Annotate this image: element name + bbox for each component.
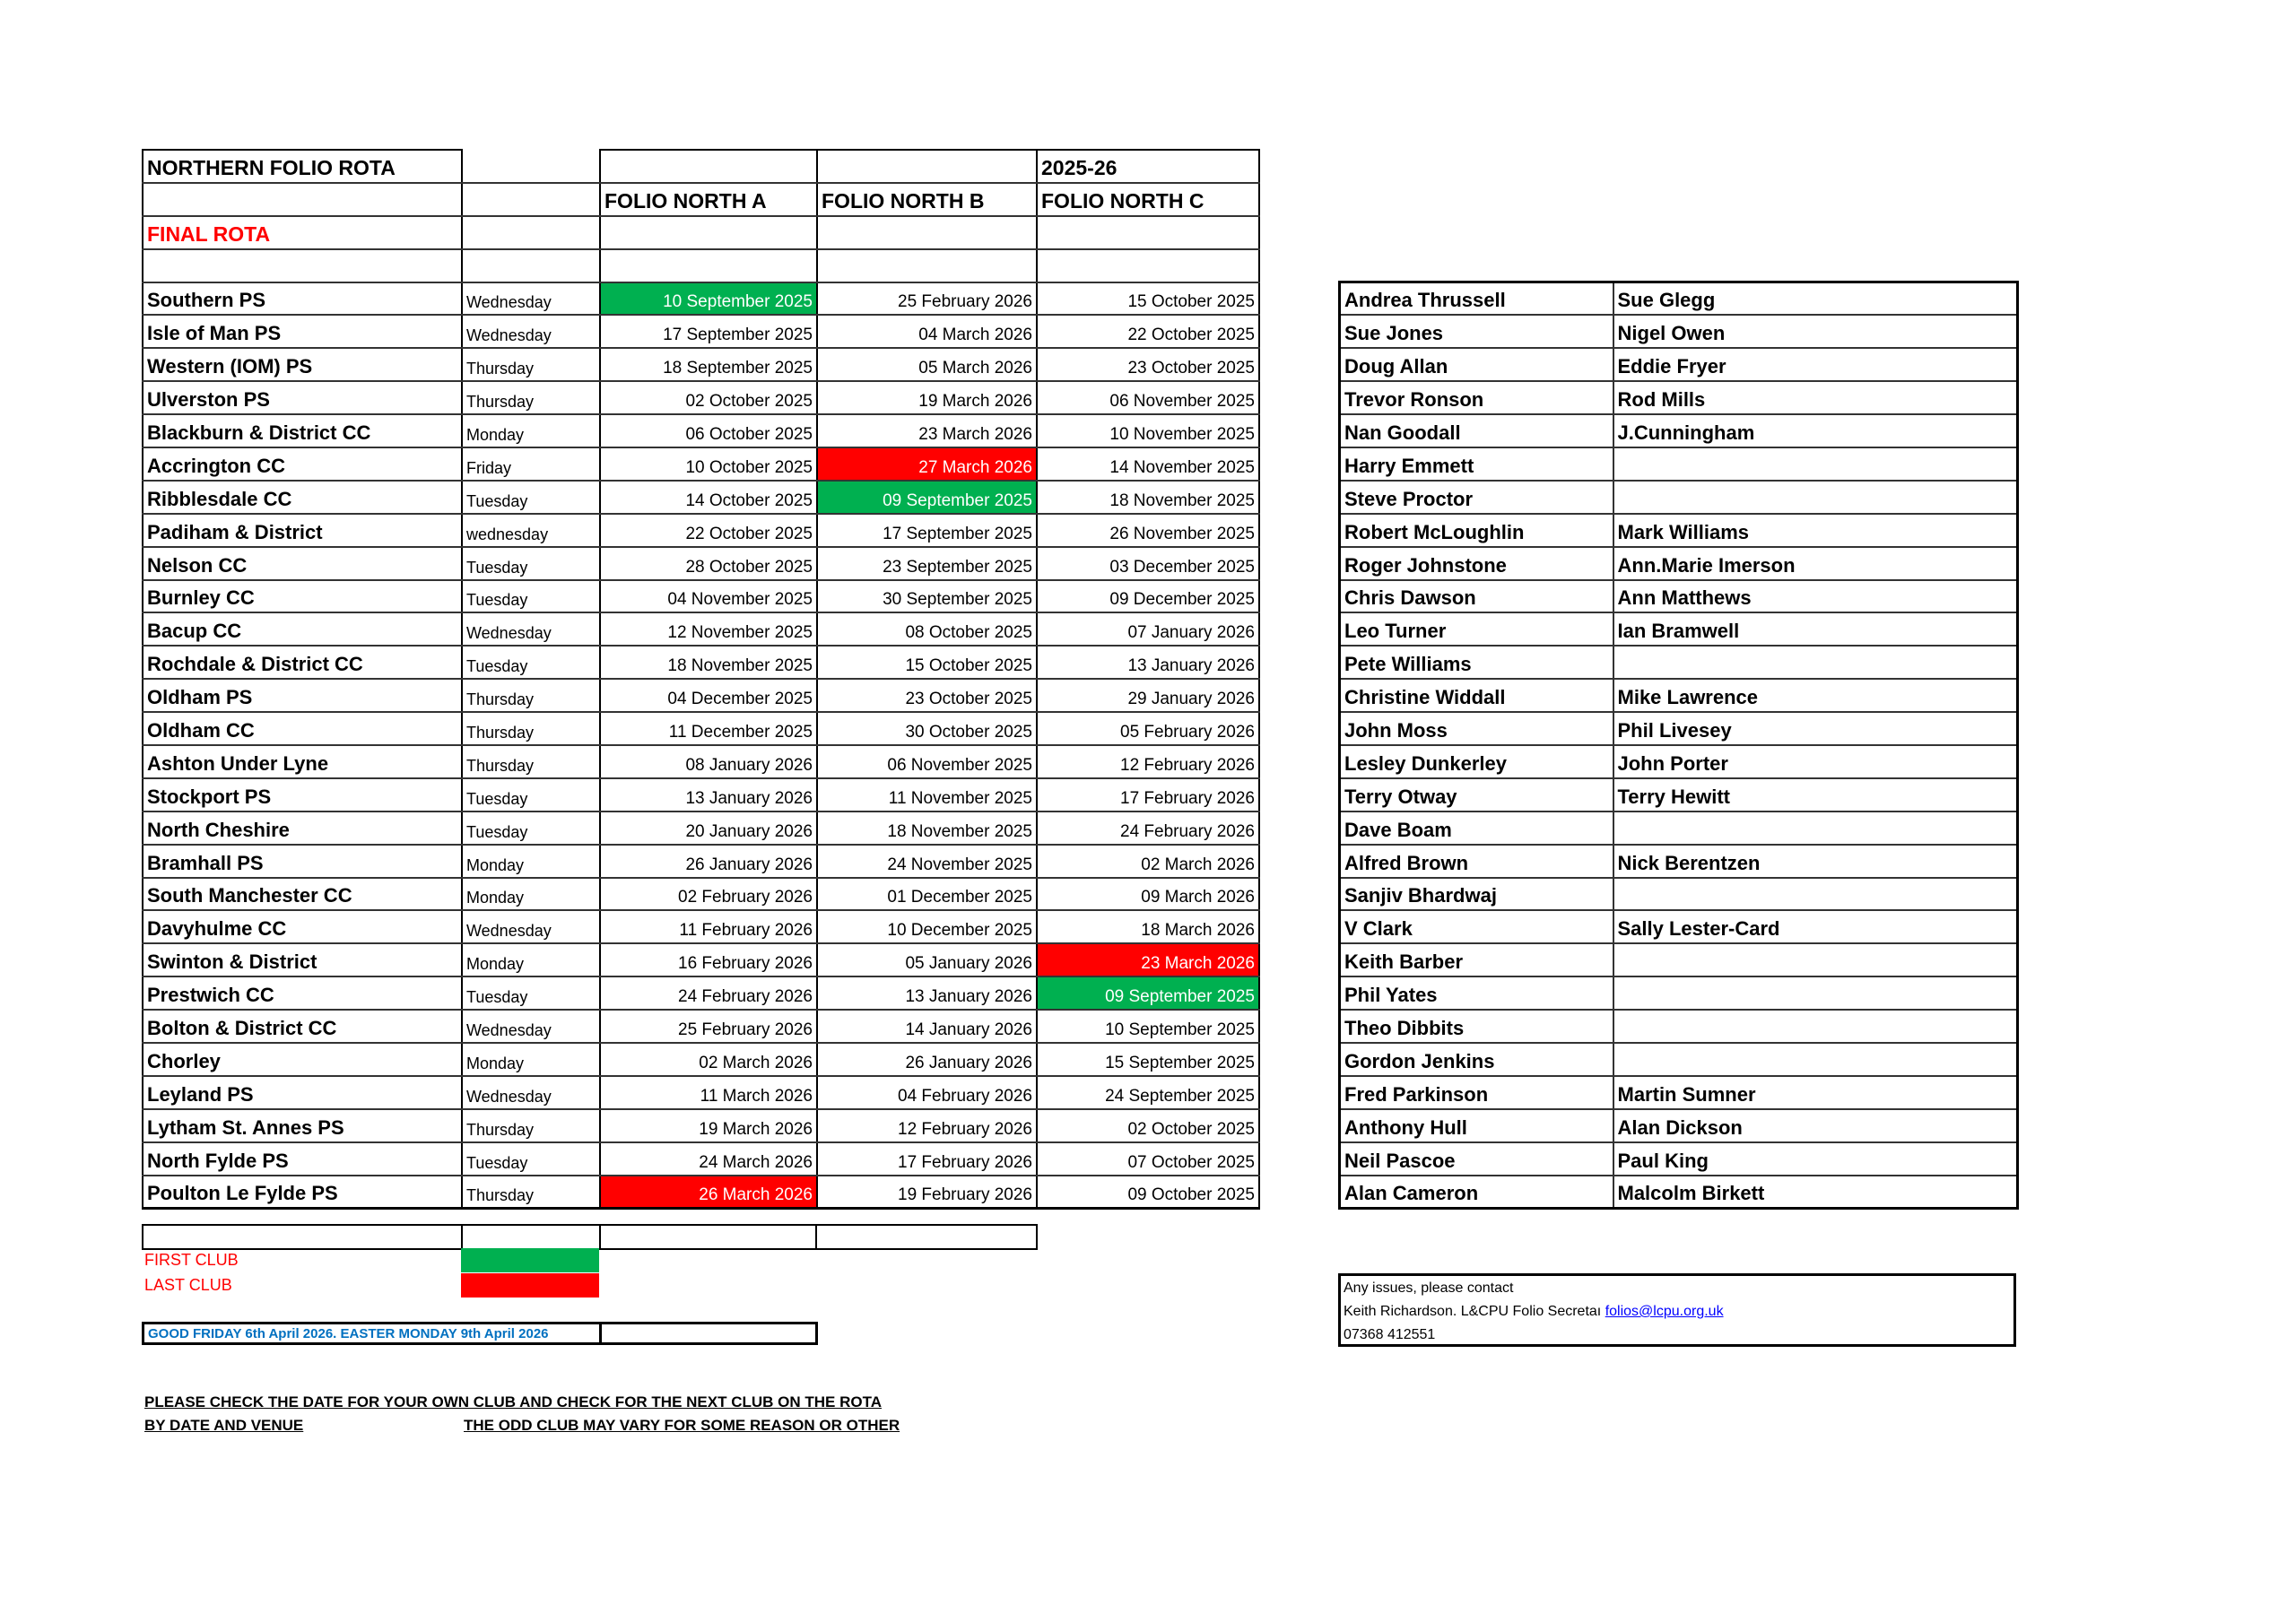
folio-c-date: 24 February 2026 — [1037, 812, 1259, 845]
contact-row — [1340, 1076, 2018, 1109]
folio-b-date: 05 January 2026 — [817, 943, 1037, 976]
contact-row — [1340, 1010, 2018, 1043]
folio-a-date: 04 November 2025 — [600, 580, 817, 613]
meeting-day: Wednesday — [462, 910, 600, 943]
folio-b-date: 11 November 2025 — [817, 778, 1037, 812]
primary-contact: Nan Goodall — [1340, 414, 1613, 447]
secondary-contact: Sue Glegg — [1613, 282, 2018, 316]
easter-note-box — [142, 1322, 818, 1345]
folio-a-date: 24 March 2026 — [600, 1142, 817, 1176]
secondary-contact — [1613, 943, 2018, 976]
secondary-contact — [1613, 1043, 2018, 1076]
contact-row — [1340, 712, 2018, 745]
primary-contact: Andrea Thrussell — [1340, 282, 1613, 316]
club-name: Chorley — [143, 1043, 462, 1076]
empty-cell — [462, 216, 600, 249]
rota-row — [143, 646, 1259, 679]
rota-row — [143, 1076, 1259, 1109]
rota-row — [143, 1010, 1259, 1043]
meeting-day: Monday — [462, 845, 600, 878]
contact-row — [1340, 1043, 2018, 1076]
folio-c-date: 13 January 2026 — [1037, 646, 1259, 679]
contact-row — [1340, 282, 2018, 316]
secondary-contact — [1613, 878, 2018, 911]
primary-contact: Pete Williams — [1340, 646, 1613, 679]
meeting-day: Wednesday — [462, 282, 600, 316]
meeting-day: Monday — [462, 414, 600, 447]
header-row-title — [143, 150, 1259, 183]
empty-cell — [817, 216, 1037, 249]
secondary-contact — [1613, 481, 2018, 514]
contact-row — [1340, 481, 2018, 514]
secondary-contact: Nigel Owen — [1613, 315, 2018, 348]
folio-c-date: 18 March 2026 — [1037, 910, 1259, 943]
rota-table — [142, 149, 1260, 1210]
folio-c-date: 17 February 2026 — [1037, 778, 1259, 812]
club-name: North Fylde PS — [143, 1142, 462, 1176]
meeting-day: Tuesday — [462, 547, 600, 580]
club-name: Nelson CC — [143, 547, 462, 580]
secondary-contact: Nick Berentzen — [1613, 845, 2018, 878]
club-name: Lytham St. Annes PS — [143, 1109, 462, 1142]
folio-b-date: 05 March 2026 — [817, 348, 1037, 381]
contact-name-line — [1344, 1300, 2011, 1324]
meeting-day: Wednesday — [462, 1010, 600, 1043]
secondary-contact: Ian Bramwell — [1613, 612, 2018, 646]
meeting-day: Wednesday — [462, 612, 600, 646]
folio-c-date: 10 November 2025 — [1037, 414, 1259, 447]
primary-contact: Terry Otway — [1340, 778, 1613, 812]
rota-row — [143, 580, 1259, 613]
meeting-day: Monday — [462, 1043, 600, 1076]
folio-b-date: 18 November 2025 — [817, 812, 1037, 845]
meeting-day: Thursday — [462, 348, 600, 381]
empty-cell — [600, 249, 817, 282]
empty-cell — [143, 183, 462, 216]
primary-contact: John Moss — [1340, 712, 1613, 745]
folio-a-date: 28 October 2025 — [600, 547, 817, 580]
club-name: Oldham PS — [143, 679, 462, 712]
club-name: North Cheshire — [143, 812, 462, 845]
note-check-date: PLEASE CHECK THE DATE FOR YOUR OWN CLUB AND CHECK FOR THE NEXT CLUB ON THE ROTA — [144, 1393, 882, 1410]
rota-row — [143, 414, 1259, 447]
rota-row — [143, 282, 1259, 316]
folio-b-date: 14 January 2026 — [817, 1010, 1037, 1043]
folio-b-date: 08 October 2025 — [817, 612, 1037, 646]
meeting-day: Tuesday — [462, 1142, 600, 1176]
folio-a-date: 12 November 2025 — [600, 612, 817, 646]
contact-row — [1340, 414, 2018, 447]
folio-c-date: 23 October 2025 — [1037, 348, 1259, 381]
meeting-day: Thursday — [462, 1176, 600, 1209]
folio-a-date: 24 February 2026 — [600, 976, 817, 1010]
empty-cell — [600, 1225, 816, 1249]
contact-row — [1340, 514, 2018, 547]
rota-row — [143, 712, 1259, 745]
secondary-contact: John Porter — [1613, 745, 2018, 778]
folio-c-date: 14 November 2025 — [1037, 447, 1259, 481]
folio-c-date: 05 February 2026 — [1037, 712, 1259, 745]
club-name: Burnley CC — [143, 580, 462, 613]
folio-b-date: 23 October 2025 — [817, 679, 1037, 712]
folio-a-date: 25 February 2026 — [600, 1010, 817, 1043]
folio-a-date: 22 October 2025 — [600, 514, 817, 547]
note-date-venue: BY DATE AND VENUE — [144, 1417, 304, 1434]
secondary-contact: Phil Livesey — [1613, 712, 2018, 745]
rota-row — [143, 547, 1259, 580]
secondary-contact: Martin Sumner — [1613, 1076, 2018, 1109]
folio-b-date: 23 March 2026 — [817, 414, 1037, 447]
folio-b-date: 30 October 2025 — [817, 712, 1037, 745]
folio-a-date: 18 November 2025 — [600, 646, 817, 679]
primary-contact: Christine Widdall — [1340, 679, 1613, 712]
rota-title: NORTHERN FOLIO ROTA — [143, 150, 462, 183]
club-name: Padiham & District — [143, 514, 462, 547]
folio-a-date: 13 January 2026 — [600, 778, 817, 812]
contact-row — [1340, 1109, 2018, 1142]
folio-c-date: 06 November 2025 — [1037, 381, 1259, 414]
folio-a-date: 11 March 2026 — [600, 1076, 817, 1109]
empty-cell — [600, 216, 817, 249]
folio-b-date: 09 September 2025 — [817, 481, 1037, 514]
folio-c-date: 12 February 2026 — [1037, 745, 1259, 778]
folio-c-date: 09 October 2025 — [1037, 1176, 1259, 1209]
folio-b-date: 30 September 2025 — [817, 580, 1037, 613]
empty-cell — [462, 150, 600, 183]
folio-a-date: 11 December 2025 — [600, 712, 817, 745]
empty-cell — [817, 150, 1037, 183]
primary-contact: Trevor Ronson — [1340, 381, 1613, 414]
secondary-contact: Rod Mills — [1613, 381, 2018, 414]
secondary-contact: Terry Hewitt — [1613, 778, 2018, 812]
contact-row — [1340, 778, 2018, 812]
contact-row — [1340, 845, 2018, 878]
contact-row — [1340, 910, 2018, 943]
folio-b-date: 27 March 2026 — [817, 447, 1037, 481]
secondary-contact: Mike Lawrence — [1613, 679, 2018, 712]
contact-name: Keith Richardson. L&CPU Folio Secretaı — [1344, 1304, 1602, 1319]
empty-cell — [462, 1225, 600, 1249]
folio-a-date: 16 February 2026 — [600, 943, 817, 976]
primary-contact: Anthony Hull — [1340, 1109, 1613, 1142]
primary-contact: Chris Dawson — [1340, 580, 1613, 613]
legend-first-club-label: FIRST CLUB — [144, 1251, 239, 1269]
secondary-contact — [1613, 1010, 2018, 1043]
club-name: Prestwich CC — [143, 976, 462, 1010]
folio-a-date: 14 October 2025 — [600, 481, 817, 514]
folio-c-date: 07 January 2026 — [1037, 612, 1259, 646]
folio-b-date: 10 December 2025 — [817, 910, 1037, 943]
folio-c-date: 02 March 2026 — [1037, 845, 1259, 878]
meeting-day: Monday — [462, 878, 600, 911]
header-row-blank — [143, 249, 1259, 282]
folio-b-date: 23 September 2025 — [817, 547, 1037, 580]
rota-row — [143, 778, 1259, 812]
contact-email-link[interactable]: folios@lcpu.org.uk — [1605, 1304, 1724, 1319]
folio-c-date: 22 October 2025 — [1037, 315, 1259, 348]
primary-contact: Alan Cameron — [1340, 1176, 1613, 1209]
folio-b-date: 25 February 2026 — [817, 282, 1037, 316]
empty-cell — [1037, 249, 1259, 282]
primary-contact: Dave Boam — [1340, 812, 1613, 845]
secondary-contact: Alan Dickson — [1613, 1109, 2018, 1142]
primary-contact: V Clark — [1340, 910, 1613, 943]
contact-row — [1340, 943, 2018, 976]
contact-row — [1340, 348, 2018, 381]
primary-contact: Sanjiv Bhardwaj — [1340, 878, 1613, 911]
meeting-day: Tuesday — [462, 580, 600, 613]
secondary-contact: J.Cunningham — [1613, 414, 2018, 447]
meeting-day: Tuesday — [462, 976, 600, 1010]
contact-row — [1340, 646, 2018, 679]
meeting-day: Wednesday — [462, 315, 600, 348]
primary-contact: Phil Yates — [1340, 976, 1613, 1010]
empty-cell — [1037, 216, 1259, 249]
folio-a-date: 04 December 2025 — [600, 679, 817, 712]
folio-a-date: 26 January 2026 — [600, 845, 817, 878]
empty-cell — [143, 249, 462, 282]
folio-b-date: 04 March 2026 — [817, 315, 1037, 348]
contact-intro: Any issues, please contact — [1344, 1280, 1514, 1296]
contact-row — [1340, 1176, 2018, 1209]
contact-row — [1340, 315, 2018, 348]
secondary-contact: Eddie Fryer — [1613, 348, 2018, 381]
primary-contact: Gordon Jenkins — [1340, 1043, 1613, 1076]
secondary-contact: Mark Williams — [1613, 514, 2018, 547]
meeting-day: Friday — [462, 447, 600, 481]
meeting-day: Tuesday — [462, 646, 600, 679]
folio-b-date: 26 January 2026 — [817, 1043, 1037, 1076]
rota-row — [143, 845, 1259, 878]
rota-row — [143, 514, 1259, 547]
primary-contact: Sue Jones — [1340, 315, 1613, 348]
legend-first-club-swatch — [461, 1248, 599, 1272]
column-header-folio-c: FOLIO NORTH C — [1037, 183, 1259, 216]
folio-b-date: 19 February 2026 — [817, 1176, 1037, 1209]
rota-row — [143, 679, 1259, 712]
folio-c-date: 10 September 2025 — [1037, 1010, 1259, 1043]
empty-cell — [600, 150, 817, 183]
club-name: Isle of Man PS — [143, 315, 462, 348]
primary-contact: Robert McLoughlin — [1340, 514, 1613, 547]
rota-row — [143, 612, 1259, 646]
folio-c-date: 24 September 2025 — [1037, 1076, 1259, 1109]
folio-a-date: 08 January 2026 — [600, 745, 817, 778]
folio-a-date: 06 October 2025 — [600, 414, 817, 447]
meeting-day: Thursday — [462, 381, 600, 414]
club-name: Leyland PS — [143, 1076, 462, 1109]
contact-row — [1340, 447, 2018, 481]
empty-cell — [816, 1225, 1037, 1249]
club-name: Ribblesdale CC — [143, 481, 462, 514]
legend-last-club-label: LAST CLUB — [144, 1276, 232, 1294]
folio-c-date: 07 October 2025 — [1037, 1142, 1259, 1176]
contact-row — [1340, 679, 2018, 712]
secondary-contact: Malcolm Birkett — [1613, 1176, 2018, 1209]
meeting-day: Thursday — [462, 1109, 600, 1142]
folio-a-date: 02 February 2026 — [600, 878, 817, 911]
folio-a-date: 19 March 2026 — [600, 1109, 817, 1142]
folio-c-date: 15 October 2025 — [1037, 282, 1259, 316]
rota-row — [143, 1109, 1259, 1142]
club-name: Ulverston PS — [143, 381, 462, 414]
column-header-folio-b: FOLIO NORTH B — [817, 183, 1037, 216]
folio-c-date: 09 September 2025 — [1037, 976, 1259, 1010]
rota-row — [143, 1043, 1259, 1076]
secondary-contact — [1613, 976, 2018, 1010]
primary-contact: Alfred Brown — [1340, 845, 1613, 878]
empty-cell — [817, 249, 1037, 282]
meeting-day: Tuesday — [462, 812, 600, 845]
primary-contact: Harry Emmett — [1340, 447, 1613, 481]
contact-row — [1340, 547, 2018, 580]
contact-row — [1340, 745, 2018, 778]
note-odd-club: THE ODD CLUB MAY VARY FOR SOME REASON OR OTHER — [464, 1417, 900, 1434]
folio-a-date: 02 October 2025 — [600, 381, 817, 414]
rota-row — [143, 348, 1259, 381]
club-name: Stockport PS — [143, 778, 462, 812]
secondary-contact — [1613, 447, 2018, 481]
rota-row — [143, 976, 1259, 1010]
club-name: Poulton Le Fylde PS — [143, 1176, 462, 1209]
contact-row — [1340, 612, 2018, 646]
club-name: Oldham CC — [143, 712, 462, 745]
primary-contact: Doug Allan — [1340, 348, 1613, 381]
folio-b-date: 13 January 2026 — [817, 976, 1037, 1010]
rota-row — [143, 315, 1259, 348]
empty-cell — [462, 249, 600, 282]
folio-c-date: 15 September 2025 — [1037, 1043, 1259, 1076]
folio-b-date: 04 February 2026 — [817, 1076, 1037, 1109]
rota-row — [143, 910, 1259, 943]
season-label: 2025-26 — [1037, 150, 1259, 183]
rota-row — [143, 878, 1259, 911]
rota-row — [143, 745, 1259, 778]
folio-b-date: 24 November 2025 — [817, 845, 1037, 878]
contact-box — [1338, 1273, 2016, 1347]
contact-row — [1340, 381, 2018, 414]
primary-contact: Roger Johnstone — [1340, 547, 1613, 580]
header-row-final — [143, 216, 1259, 249]
contact-row — [1340, 580, 2018, 613]
folio-b-date: 17 February 2026 — [817, 1142, 1037, 1176]
legend-last-club-swatch — [461, 1273, 599, 1298]
primary-contact: Theo Dibbits — [1340, 1010, 1613, 1043]
empty-cell — [601, 1324, 817, 1344]
club-name: South Manchester CC — [143, 878, 462, 911]
folio-a-date: 10 September 2025 — [600, 282, 817, 316]
rota-row — [143, 1176, 1259, 1209]
secondary-contact: Sally Lester-Card — [1613, 910, 2018, 943]
club-name: Rochdale & District CC — [143, 646, 462, 679]
meeting-day: Thursday — [462, 712, 600, 745]
folio-b-date: 17 September 2025 — [817, 514, 1037, 547]
folio-a-date: 02 March 2026 — [600, 1043, 817, 1076]
club-name: Bacup CC — [143, 612, 462, 646]
contact-phone: 07368 412551 — [1344, 1327, 1436, 1342]
folio-a-date: 18 September 2025 — [600, 348, 817, 381]
footer-blank-row — [142, 1224, 1038, 1250]
secondary-contact: Paul King — [1613, 1142, 2018, 1176]
folio-c-date: 02 October 2025 — [1037, 1109, 1259, 1142]
primary-contact: Neil Pascoe — [1340, 1142, 1613, 1176]
folio-b-date: 19 March 2026 — [817, 381, 1037, 414]
folio-b-date: 01 December 2025 — [817, 878, 1037, 911]
folio-c-date: 18 November 2025 — [1037, 481, 1259, 514]
column-header-folio-a: FOLIO NORTH A — [600, 183, 817, 216]
rota-row — [143, 812, 1259, 845]
primary-contact: Lesley Dunkerley — [1340, 745, 1613, 778]
primary-contact: Leo Turner — [1340, 612, 1613, 646]
rota-row — [143, 1142, 1259, 1176]
contact-row — [1340, 1142, 2018, 1176]
folio-c-date: 09 March 2026 — [1037, 878, 1259, 911]
rota-row — [143, 943, 1259, 976]
folio-b-date: 15 October 2025 — [817, 646, 1037, 679]
folio-a-date: 17 September 2025 — [600, 315, 817, 348]
meeting-day: Thursday — [462, 679, 600, 712]
contact-row — [1340, 878, 2018, 911]
contact-row — [1340, 976, 2018, 1010]
meeting-day: Tuesday — [462, 481, 600, 514]
club-name: Southern PS — [143, 282, 462, 316]
rota-row — [143, 381, 1259, 414]
rota-row — [143, 447, 1259, 481]
meeting-day: Monday — [462, 943, 600, 976]
club-name: Bolton & District CC — [143, 1010, 462, 1043]
final-rota-label: FINAL ROTA — [143, 216, 462, 249]
rota-row — [143, 481, 1259, 514]
empty-cell — [462, 183, 600, 216]
secondary-contact: Ann.Marie Imerson — [1613, 547, 2018, 580]
club-name: Western (IOM) PS — [143, 348, 462, 381]
folio-a-date: 20 January 2026 — [600, 812, 817, 845]
secondary-contact — [1613, 812, 2018, 845]
folio-a-date: 10 October 2025 — [600, 447, 817, 481]
club-name: Davyhulme CC — [143, 910, 462, 943]
folio-c-date: 03 December 2025 — [1037, 547, 1259, 580]
club-name: Blackburn & District CC — [143, 414, 462, 447]
primary-contact: Keith Barber — [1340, 943, 1613, 976]
folio-a-date: 26 March 2026 — [600, 1176, 817, 1209]
primary-contact: Fred Parkinson — [1340, 1076, 1613, 1109]
folio-c-date: 23 March 2026 — [1037, 943, 1259, 976]
club-name: Swinton & District — [143, 943, 462, 976]
header-row-columns — [143, 183, 1259, 216]
primary-contact: Steve Proctor — [1340, 481, 1613, 514]
folio-b-date: 06 November 2025 — [817, 745, 1037, 778]
meeting-day: wednesday — [462, 514, 600, 547]
meeting-day: Thursday — [462, 745, 600, 778]
club-name: Ashton Under Lyne — [143, 745, 462, 778]
contact-row — [1340, 812, 2018, 845]
club-contacts-table — [1338, 281, 2019, 1210]
folio-c-date: 26 November 2025 — [1037, 514, 1259, 547]
club-name: Accrington CC — [143, 447, 462, 481]
secondary-contact: Ann Matthews — [1613, 580, 2018, 613]
secondary-contact — [1613, 646, 2018, 679]
meeting-day: Wednesday — [462, 1076, 600, 1109]
folio-b-date: 12 February 2026 — [817, 1109, 1037, 1142]
club-name: Bramhall PS — [143, 845, 462, 878]
folio-c-date: 09 December 2025 — [1037, 580, 1259, 613]
empty-cell — [143, 1225, 462, 1249]
folio-a-date: 11 February 2026 — [600, 910, 817, 943]
folio-c-date: 29 January 2026 — [1037, 679, 1259, 712]
easter-note: GOOD FRIDAY 6th April 2026. EASTER MONDAY 9th April 2026 — [144, 1324, 601, 1344]
meeting-day: Tuesday — [462, 778, 600, 812]
